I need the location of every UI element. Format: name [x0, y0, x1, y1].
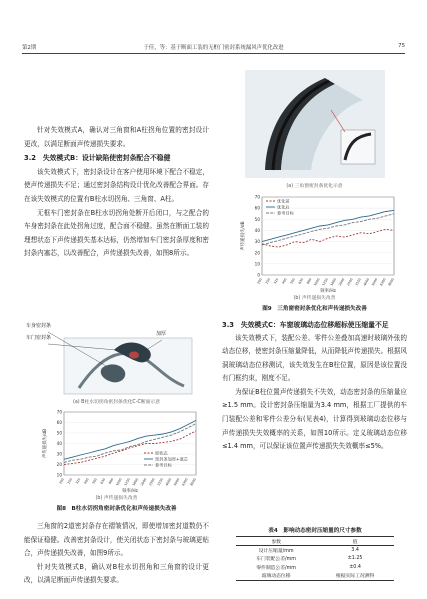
- x-axis-label: 频率/Hz: [122, 489, 138, 493]
- y-tick-label: 10: [56, 472, 62, 478]
- label-body-seal: 车身密封条: [26, 323, 52, 329]
- figure-9b-subcaption: (b) 声传递损失改善: [293, 296, 336, 301]
- y-tick-label: 40: [254, 228, 260, 234]
- x-tick-label: 5000: [370, 277, 379, 287]
- x-tick-label: 1250: [123, 477, 131, 487]
- table-4-caption: 表4 影响动态密封压缩量的尺寸参数: [268, 528, 362, 534]
- table-cell: ±0.4: [349, 564, 361, 570]
- y-tick-label: 50: [56, 430, 62, 436]
- legend-label: 参考目标: [277, 210, 294, 216]
- paragraph-c2: 为保证B柱位置声传递损失不失效，动态密封条的压缩量应≥1.5 mm。设计密封条压缩量为3.4 mm，根据工厂提供的车门装配公差和零件公差分布(见表4)，计算得到玻璃动态位移与声传递损失失效概率的关系，如图10所示。定义玻璃动态位移≤1.4 mm，可以保证该位置声传递损失失效概率≤5%。: [222, 387, 407, 451]
- table-header-value: 值: [316, 537, 394, 546]
- figure-8b-chart: [40, 408, 200, 493]
- figure-8-caption: 图8 B柱水切拐角密封条优化和声传递损失改善: [56, 506, 177, 512]
- paragraph-b3: 三角窗的2道密封条存在褶皱情况，即使增加密封道数仍不能保证稳健。改善密封条设计，使关闭状态下密封条与玻璃更贴合，声传递损失改善，如图9所示。: [24, 522, 209, 558]
- x-tick-label: 1250: [321, 277, 329, 287]
- figure-9-caption: 图9 三角窗密封条优化和声传递损失改善: [262, 306, 367, 312]
- x-tick-label: 1000: [115, 477, 123, 487]
- x-tick-label: 250: [264, 277, 272, 285]
- figure-8b-subcaption: (b) 声传递损失改善: [95, 496, 138, 501]
- table-header-param: 参数: [236, 537, 316, 546]
- x-tick-label: 8000: [387, 277, 395, 287]
- table-4: [236, 526, 394, 581]
- x-tick-label: 6300: [181, 477, 189, 487]
- x-tick-label: 8000: [189, 477, 197, 487]
- figure-8a-illustration: [26, 323, 194, 396]
- table-cell: 设计压缩量/mm: [258, 549, 294, 555]
- left-column-top: [24, 124, 209, 261]
- paragraph-b2: 无框车门密封条在B柱水切拐角处断开后闭口，与之配合的车身密封条在此处拐角过度，配合面不稳健。虽然在断面工装的理想状态下声传递损失基本达标，仍然增加车门密封条厚度和密封条内塞芯，以改善配合，声传递损失改善，如图8所示。: [24, 208, 209, 258]
- x-tick-label: 315: [74, 477, 82, 485]
- table-row: [236, 546, 394, 555]
- label-door-seal: 车门密封条: [26, 335, 52, 341]
- x-tick-label: 1600: [131, 477, 140, 487]
- figure-9a-subcaption: (a) 三角窗密封条优化示意: [286, 184, 343, 189]
- x-tick-label: 250: [66, 477, 74, 485]
- legend-label: 优化后: [277, 204, 290, 210]
- x-tick-label: 200: [58, 477, 65, 485]
- table-cell: 3.4: [351, 548, 359, 554]
- legend-label: 原状态: [155, 450, 168, 456]
- x-tick-label: 500: [289, 277, 296, 285]
- chart-8b-svg: [40, 408, 200, 493]
- y-tick-label: 60: [254, 205, 260, 211]
- y-tick-label: 10: [254, 261, 260, 267]
- label-thickened: 加厚: [156, 331, 167, 337]
- x-tick-label: 4000: [164, 477, 173, 487]
- x-tick-label: 400: [281, 277, 288, 285]
- paragraph-c1: 该失效模式下，装配公差、零件公差叠加高速时玻璃外张的动态位移，使密封条压缩量降低，从而降低声传递损失。根据风洞玻璃动态位移测试，该失效发生在B柱位置，原因是该位置没有门框约束，刚度不足。: [222, 333, 407, 383]
- x-tick-label: 4000: [362, 277, 371, 287]
- header-rule: [22, 53, 405, 54]
- y-tick-label: 30: [254, 239, 260, 245]
- y-tick-label: 0: [257, 272, 260, 278]
- paragraph-b1: 该失效模式下，密封条设计在客户使用环境下配合不稳定，使声传递损失不足；通过密封条结构设计优化改善配合界面。存在该失效模式的位置有B柱水切拐角、三角窗、A柱。: [24, 167, 209, 203]
- x-tick-label: 500: [91, 477, 98, 485]
- issue-number: 第2期: [22, 45, 37, 51]
- y-axis-label: 声传递损失/dB: [43, 428, 48, 459]
- running-title: 于佳，等：基于断面工装的无框门密封系统漏风声优化改进: [143, 45, 284, 51]
- paragraph-b4: 针对失效模式B，确认对B柱水切拐角和三角窗的设计更改，以满足断面声传递损失要求。: [24, 562, 209, 585]
- y-axis-label: 声传递损失/dB: [241, 221, 246, 251]
- table-row: [236, 555, 394, 563]
- x-tick-label: 3150: [156, 477, 164, 487]
- x-tick-label: 630: [99, 477, 107, 485]
- table-row: [236, 572, 394, 581]
- y-tick-label: 70: [56, 409, 62, 415]
- paragraph-intro: 针对失效模式A，确认对三角窗和A柱拐角位置的密封设计更改，以满足断面声传递损失要求。: [24, 126, 209, 148]
- bpillar-seal-schematic: [44, 328, 194, 396]
- x-tick-label: 2500: [148, 477, 156, 487]
- legend-label: 优化前: [277, 198, 290, 204]
- y-tick-label: 60: [56, 420, 62, 426]
- x-tick-label: 2500: [346, 277, 354, 287]
- page-number: 75: [398, 43, 405, 49]
- y-tick-label: 70: [254, 194, 260, 200]
- table-row: [236, 563, 394, 571]
- left-column-bottom: [24, 520, 209, 588]
- x-tick-label: 1600: [329, 277, 338, 287]
- x-tick-label: 315: [272, 277, 280, 285]
- y-tick-label: 50: [254, 216, 260, 222]
- triangle-window-seal-photo: [245, 70, 385, 178]
- figure-8a-subcaption: (a) B柱水切拐角密封条优化C-C断面示意: [72, 400, 161, 405]
- section-3-3-heading: 3.3 失效模式C：车窗玻璃动态位移超标使压缩量不足: [222, 321, 389, 329]
- x-tick-label: 5000: [172, 477, 181, 487]
- table-cell: 零件制造公差/mm: [256, 565, 296, 571]
- y-tick-label: 20: [56, 462, 62, 468]
- table-cell: ±1.25: [347, 556, 363, 562]
- x-tick-label: 1000: [313, 277, 321, 287]
- x-tick-label: 800: [305, 277, 313, 285]
- x-tick-label: 2000: [139, 477, 148, 487]
- x-tick-label: 3150: [354, 277, 362, 287]
- table-cell: 车门装配公差/mm: [256, 557, 296, 563]
- x-tick-label: 400: [83, 477, 90, 485]
- x-tick-label: 6300: [379, 277, 387, 287]
- legend-label: 参考目标: [155, 462, 172, 468]
- legend-label: 密封条加厚+塞芯: [155, 456, 188, 462]
- section-3-2-heading: 3.2 失效模式B：设计缺陷使密封条配合不稳健: [24, 154, 171, 163]
- y-tick-label: 40: [56, 441, 62, 447]
- right-column-text: [222, 319, 407, 454]
- x-tick-label: 800: [107, 477, 115, 485]
- chart-9b-svg: [238, 193, 398, 293]
- y-tick-label: 20: [254, 250, 260, 256]
- x-tick-label: 630: [297, 277, 305, 285]
- table-4-grid: [236, 536, 394, 581]
- x-axis-label: 频率/Hz: [320, 289, 336, 293]
- table-cell: 玻璃动态位移: [236, 572, 316, 581]
- figure-9b-chart: [238, 193, 398, 293]
- table-cell: 根据实际工况测得: [316, 572, 394, 581]
- figure-9a-illustration: [245, 70, 385, 178]
- x-tick-label: 200: [256, 277, 263, 285]
- x-tick-label: 2000: [337, 277, 346, 287]
- y-tick-label: 30: [56, 451, 62, 457]
